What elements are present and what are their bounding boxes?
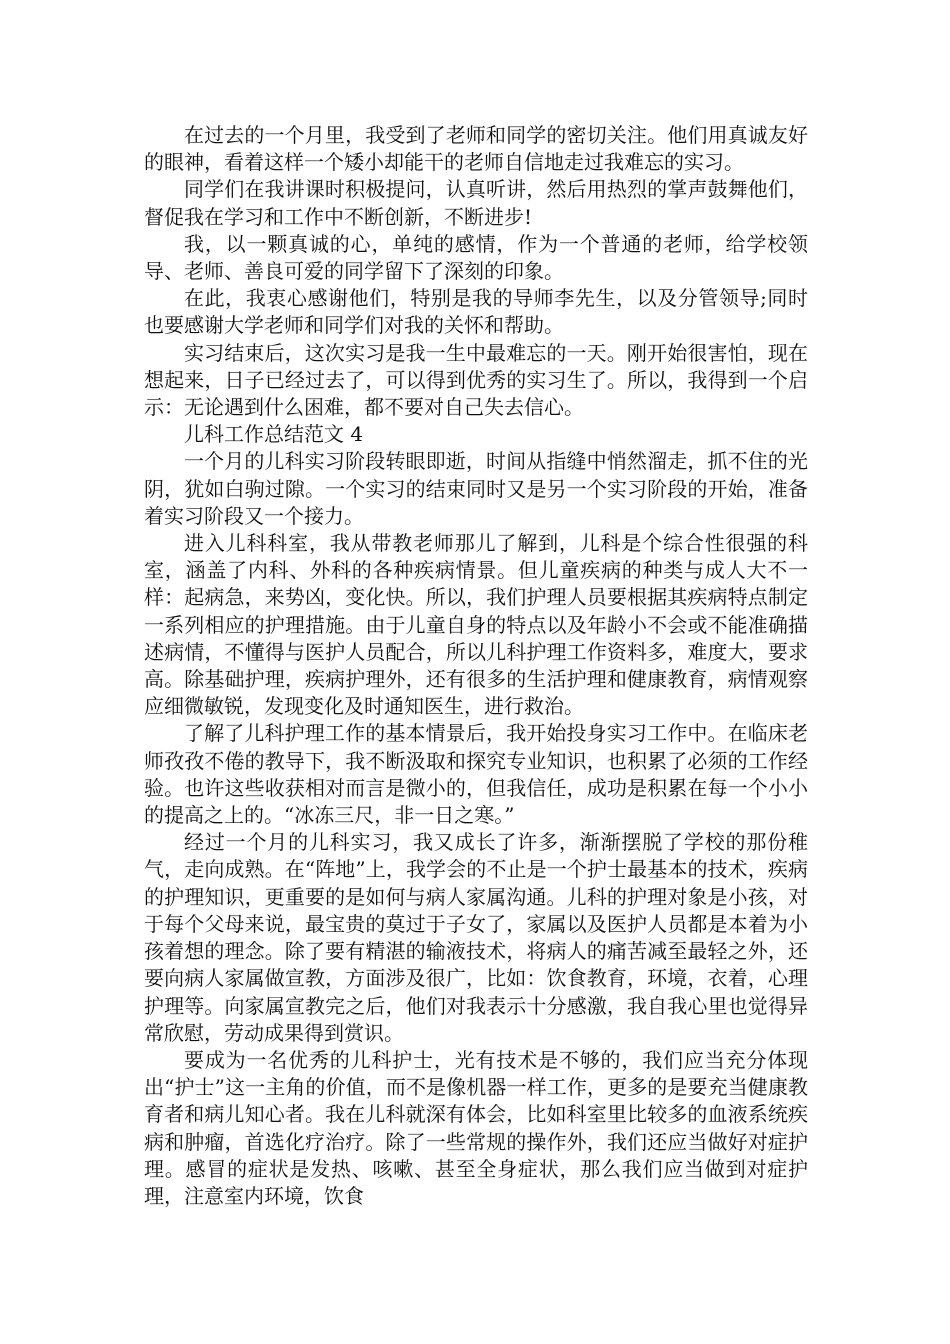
paragraph: 经过一个月的儿科实习，我又成长了许多，渐渐摆脱了学校的那份稚气，走向成熟。在“阵地”上，我学会的不止是一个护士最基本的技术，疾病的护理知识，更重要的是如何与病人家属沟通。儿科的护理对象是小孩，对于每个父母来说，最宝贵的莫过于子女了，家属以及医护人员都是本着为小孩着想的理念。除了要有精湛的输液技术，将病人的痛苦减至最轻之外，还要向病人家属做宣教，方面涉及很广，比如：饮食教育，环境，衣着，心理护理等。向家属宣教完之后，他们对我表示十分感激，我自我心里也觉得异常欣慰，劳动成果得到赏识。 xyxy=(144,830,808,1045)
document-body xyxy=(144,122,808,1210)
paragraph: 要成为一名优秀的儿科护士，光有技术是不够的，我们应当充分体现出“护士”这一主角的价值，而不是像机器一样工作，更多的是要充当健康教育者和病儿知心者。我在儿科就深有体会，比如科室里比较多的血液系统疾病和肿瘤，首选化疗治疗。除了一些常规的操作外，我们还应当做好对症护理。感冒的症状是发热、咳嗽、甚至全身症状，那么我们应当做到对症护理，注意室内环境，饮食 xyxy=(144,1047,808,1208)
paragraph: 了解了儿科护理工作的基本情景后，我开始投身实习工作中。在临床老师孜孜不倦的教导下，我不断汲取和探究专业知识，也积累了必须的工作经验。也许这些收获相对而言是微小的，但我信任，成功是积累在每一个小小的提高之上的。“冰冻三尺，非一日之寒。” xyxy=(144,721,808,828)
paragraph: 同学们在我讲课时积极提问，认真听讲，然后用热烈的掌声鼓舞他们，督促我在学习和工作中不断创新，不断进步! xyxy=(144,177,808,229)
paragraph: 进入儿科科室，我从带教老师那儿了解到，儿科是个综合性很强的科室，涵盖了内科、外科的各种疾病情景。但儿童疾病的种类与成人大不一样：起病急，来势凶，变化快。所以，我们护理人员要根据其疾病特点制定一系列相应的护理措施。由于儿童自身的特点以及年龄小不会或不能准确描述病情，不懂得与医护人员配合，所以儿科护理工作资料多，难度大，要求高。除基础护理，疾病护理外，还有很多的生活护理和健康教育，病情观察应细微敏锐，发现变化及时通知医生，进行救治。 xyxy=(144,531,808,719)
section-title: 儿科工作总结范文 4 xyxy=(184,422,364,447)
paragraph: 在此，我衷心感谢他们，特别是我的导师李先生，以及分管领导;同时也要感谢大学老师和同学们对我的关怀和帮助。 xyxy=(144,286,808,338)
paragraph: 一个月的儿科实习阶段转眼即逝，时间从指缝中悄然溜走，抓不住的光阴，犹如白驹过隙。一个实习的结束同时又是另一个实习阶段的开始，准备着实习阶段又一个接力。 xyxy=(144,449,808,528)
paragraph: 实习结束后，这次实习是我一生中最难忘的一天。刚开始很害怕，现在想起来，日子已经过去了，可以得到优秀的实习生了。所以，我得到一个启示：无论遇到什么困难，都不要对自己失去信心。 xyxy=(144,340,808,420)
paragraph: 在过去的一个月里，我受到了老师和同学的密切关注。他们用真诚友好的眼神，看着这样一个矮小却能干的老师自信地走过我难忘的实习。 xyxy=(144,123,808,175)
paragraph: 我，以一颗真诚的心，单纯的感情，作为一个普通的老师，给学校领导、老师、善良可爱的同学留下了深刻的印象。 xyxy=(144,231,808,284)
